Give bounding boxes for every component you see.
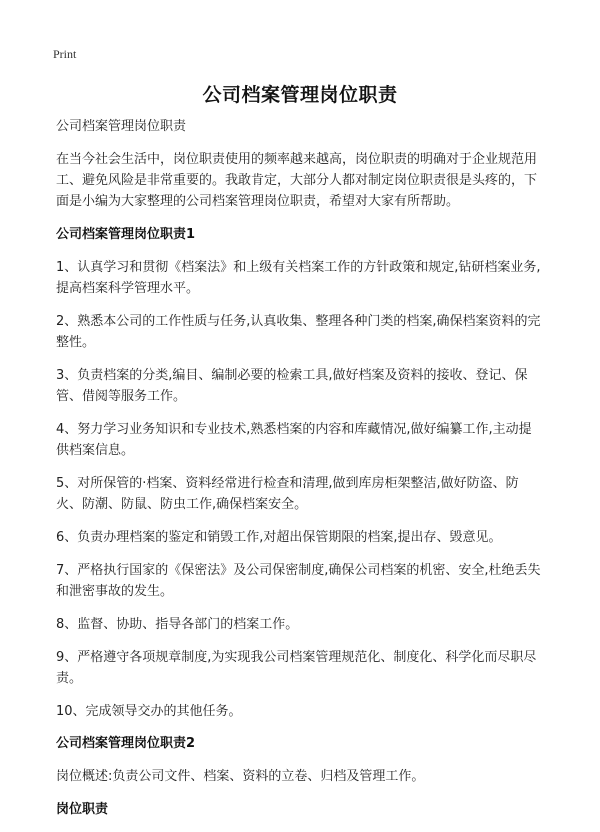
duty-item: 3、负责档案的分类,编目、编制必要的检索工具,做好档案及资料的接收、登记、保管、借阅等服务工作。: [56, 368, 528, 404]
duty-item: 2、熟悉本公司的工作性质与任务,认真收集、整理各种门类的档案,确保档案资料的完整性。: [56, 314, 541, 350]
duty-item: 8、监督、协助、指导各部门的档案工作。: [56, 617, 299, 632]
duty-item: 9、严格遵守各项规章制度,为实现我公司档案管理规范化、制度化、科学化而尽职尽责。: [56, 650, 537, 686]
document-subtitle: 公司档案管理岗位职责: [56, 119, 187, 134]
duty-item: 1、认真学习和贯彻《档案法》和上级有关档案工作的方针政策和规定,钻研档案业务,提高档案科学管理水平。: [56, 260, 541, 296]
position-overview: 岗位概述:负责公司文件、档案、资料的立卷、归档及管理工作。: [56, 769, 425, 784]
duty-item: 6、负责办理档案的鉴定和销毁工作,对超出保管期限的档案,提出存、毁意见。: [56, 530, 502, 545]
page-title: 公司档案管理岗位职责: [202, 84, 398, 106]
duty-item: 4、努力学习业务知识和专业技术,熟悉档案的内容和库藏情况,做好编纂工作,主动提供档案信息。: [56, 422, 532, 458]
duty-item: 7、严格执行国家的《保密法》及公司保密制度,确保公司档案的机密、安全,杜绝丢失和泄密事故的发生。: [56, 563, 541, 599]
section-heading-2: 公司档案管理岗位职责2: [56, 736, 196, 751]
section-heading-3: 岗位职责: [56, 802, 109, 817]
section-heading-1: 公司档案管理岗位职责1: [56, 227, 196, 242]
print-label[interactable]: Print: [53, 47, 77, 61]
duty-item: 10、完成领导交办的其他任务。: [56, 704, 242, 719]
duty-item: 5、对所保管的·档案、资料经常进行检查和清理,做到库房柜架整洁,做好防盗、防火、防潮、防鼠、防虫工作,确保档案安全。: [56, 476, 519, 512]
document-body: [56, 116, 542, 832]
intro-paragraph: 在当今社会生活中，岗位职责使用的频率越来越高，岗位职责的明确对于企业规范用工、避免风险是非常重要的。我敢肯定，大部分人都对制定岗位职责很是头疼的，下面是小编为大家整理的公司档案管理岗位职责，希望对大家有所帮助。: [56, 152, 538, 209]
